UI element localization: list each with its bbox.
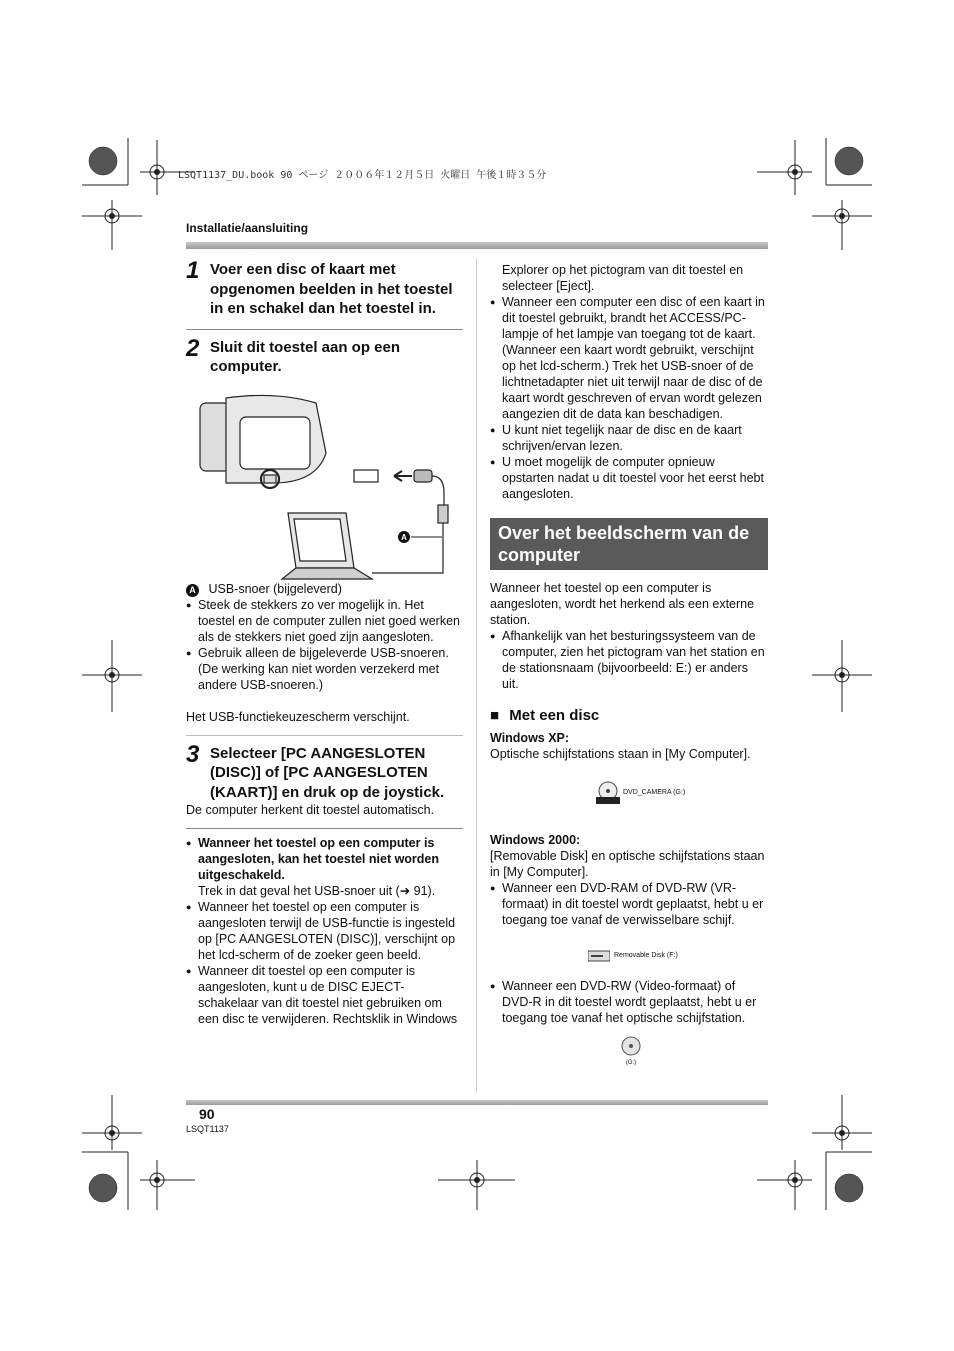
top-bar (186, 242, 768, 249)
list-item: ● Afhankelijk van het besturingssysteem van de computer, zien het pictogram van het station en de stationsnaam (bijvoorbeeld: E:) er anders uit. (490, 628, 768, 692)
removable-disk-label: Removable Disk (F:) (614, 952, 678, 959)
dvd-drive-icon (596, 781, 620, 805)
divider (186, 828, 463, 829)
winxp-text: Optische schijfstations staan in [My Computer]. (490, 747, 751, 761)
win2000-text: [Removable Disk] en optische schijfstations staan in [My Computer]. (490, 849, 765, 879)
print-header: LSQT1137_DU.book 90 ページ ２００６年１２月５日 火曜日 午後１時３５分 (178, 170, 547, 181)
optical-drive-icon (620, 1036, 642, 1056)
step-2 (186, 334, 463, 377)
left-column (186, 257, 463, 1027)
section-title: Installatie/aansluiting (186, 221, 309, 235)
step-number: 2 (186, 334, 200, 362)
subheading-text: Met een disc (509, 707, 600, 724)
list-item: ● U moet mogelijk de computer opnieuw opstarten nadat u dit toestel voor het eerst hebt aangesloten. (490, 454, 768, 502)
list-item: ● Wanneer dit toestel op een computer is aangesloten, kunt u de DISC EJECT-schakelaar van dit toestel niet gebruiken om een disc te verwijderen. Rechtsklik in Windows (186, 963, 463, 1027)
optical-drive (620, 1036, 642, 1067)
page-number: 90 (199, 1106, 215, 1122)
win2000-title: Windows 2000: (490, 833, 581, 847)
list-item: ● Wanneer het toestel op een computer is aangesloten, kan het toestel niet worden uitgeschakeld. (186, 835, 463, 883)
usb-screen-note: Het USB-functiekeuzescherm verschijnt. (186, 709, 410, 724)
list-item: ● Wanneer een computer een disc of een kaart in dit toestel gebruikt, brandt het ACCESS/PC-lampje of het lampje van toegang tot de kaart. (Wanneer een kaart wordt gebruikt, verschijnt op het lcd-scherm.) Trek het USB-snoer of de lichtnetadapter niet uit terwijl naar de disc of de kaart wordt geschreven of ervan wordt gelezen aangezien dit de data kan beschadigen. (490, 294, 768, 422)
subheading (490, 708, 768, 724)
optical-drive-label: (G:) (625, 1060, 637, 1066)
list-item: ● Gebruik alleen de bijgeleverde USB-snoeren. (De werking kan niet worden verzekerd met andere USB-snoeren.) (186, 645, 463, 693)
step-text: Selecteer [PC AANGESLOTEN (DISC)] of [PC AANGESLOTEN (KAART)] en druk op de joystick. (210, 744, 445, 801)
square-bullet-icon: ■ (490, 707, 500, 724)
list-item: ● U kunt niet tegelijk naar de disc en de kaart schrijven/ervan lezen. (490, 422, 768, 454)
step-number: 1 (186, 257, 200, 284)
intro-text: Wanneer het toestel op een computer is aangesloten, wordt het herkend als een externe station. (490, 581, 755, 627)
divider (186, 735, 463, 736)
winxp-title: Windows XP: (490, 731, 570, 745)
divider (186, 329, 463, 330)
section-heading: Over het beeldscherm van de computer (490, 518, 768, 570)
figure-label-a: A (401, 532, 407, 542)
column-separator (476, 258, 477, 1093)
list-item: ● Wanneer een DVD-RAM of DVD-RW (VR-formaat) in dit toestel wordt geplaatst, hebt u er toegang toe vanaf de verwisselbare schijf. (490, 880, 768, 928)
step-number: 3 (186, 740, 200, 768)
list-item: ● Wanneer een DVD-RW (Video-formaat) of DVD-R in dit toestel wordt geplaatst, hebt u er toegang toe vanaf het optische schijfstation. (490, 978, 768, 1026)
model-code: LSQT1137 (186, 1124, 229, 1134)
step-3 (186, 740, 463, 803)
right-column (490, 262, 768, 1067)
list-item: ● Wanneer het toestel op een computer is aangesloten terwijl de USB-functie is ingesteld op [PC AANGESLOTEN (DISC)], verschijnt op het lcd-scherm of de zoeker geen beeld. (186, 899, 463, 963)
step-text: Sluit dit toestel aan op een computer. (210, 338, 401, 375)
winxp-drive-icon (596, 778, 768, 808)
removable-disk (588, 948, 768, 964)
dvd-drive-label: DVD_CAMERA (G:) (623, 789, 686, 796)
step-3-sub: De computer herkent dit toestel automatisch. (186, 803, 435, 817)
bottom-bar (186, 1100, 768, 1105)
step-1 (186, 257, 463, 319)
label-a-icon: A (186, 584, 199, 597)
usb-cable-note (186, 581, 463, 597)
continued-text: Explorer op het pictogram van dit toestel en selecteer [Eject]. (502, 263, 744, 293)
list-item-extra: Trek in dat geval het USB-snoer uit (➜ 91). (198, 884, 436, 898)
list-item: ● Steek de stekkers zo ver mogelijk in. Het toestel en de computer zullen niet goed werken als de stekkers niet goed zijn aangesloten. (186, 597, 463, 645)
step-text: Voer een disc of kaart met opgenomen beelden in het toestel in en schakel dan het toestel in. (210, 261, 453, 317)
connection-figure (186, 393, 463, 583)
usb-cable-label: USB-snoer (bijgeleverd) (208, 581, 342, 596)
removable-disk-icon (588, 950, 610, 962)
